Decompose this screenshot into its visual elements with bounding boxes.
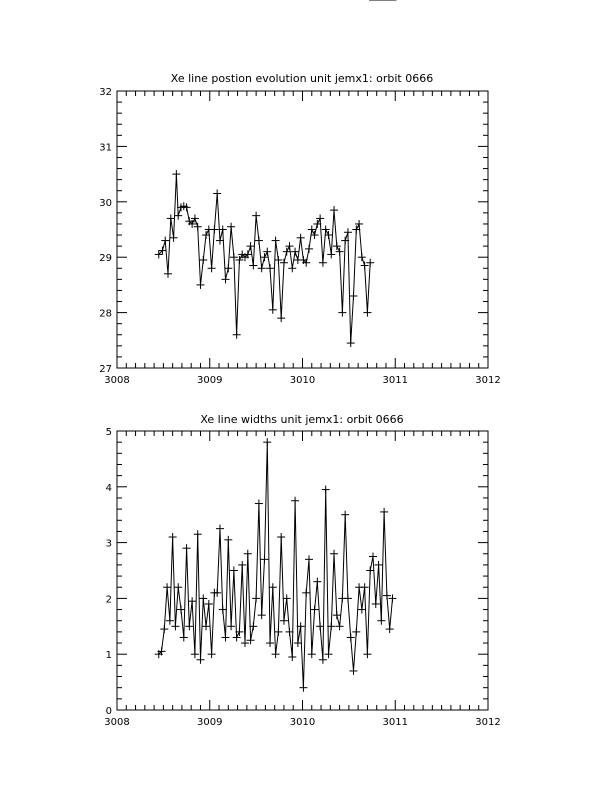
data-point: [174, 212, 182, 220]
data-point: [319, 259, 327, 267]
data-point: [305, 555, 313, 563]
data-point: [266, 639, 274, 647]
position-chart: [99, 0, 500, 386]
x-tick-label: 3010: [289, 717, 316, 728]
data-point: [170, 234, 178, 242]
data-point: [299, 684, 307, 692]
y-tick-label: 4: [105, 482, 112, 494]
data-point: [330, 206, 338, 214]
x-tick-label: 3011: [382, 717, 408, 728]
data-point: [350, 292, 358, 300]
data-point: [227, 223, 235, 231]
data-point: [161, 237, 169, 245]
data-point: [222, 633, 230, 641]
data-point: [249, 262, 257, 270]
data-point: [308, 650, 316, 658]
data-point: [163, 583, 171, 591]
y-tick-label: 1: [105, 650, 112, 662]
data-point: [277, 314, 285, 322]
chart-title: Xe line postion evolution unit jemx1: orbit 0666: [170, 72, 434, 85]
data-point: [172, 170, 180, 178]
data-point: [174, 583, 182, 591]
y-tick-label: 3: [105, 538, 112, 550]
data-point: [366, 567, 374, 575]
data-point: [344, 228, 352, 236]
data-point: [338, 309, 346, 317]
data-point: [252, 212, 260, 220]
data-point: [230, 567, 238, 575]
data-point: [369, 553, 377, 561]
data-point: [208, 264, 216, 272]
data-point: [238, 561, 246, 569]
data-point: [324, 650, 332, 658]
data-point: [255, 500, 263, 508]
data-point: [258, 611, 266, 619]
data-point: [177, 606, 185, 614]
y-tick-label: 0: [105, 706, 112, 717]
y-tick-label: 31: [99, 142, 112, 154]
data-point: [247, 242, 255, 250]
data-point: [222, 275, 230, 283]
data-point: [210, 226, 218, 234]
data-point: [199, 256, 207, 264]
data-point: [280, 617, 288, 625]
x-tick-label: 3008: [104, 717, 130, 728]
data-point: [361, 583, 369, 591]
data-point: [213, 189, 221, 197]
data-point: [358, 253, 366, 261]
data-point: [386, 625, 394, 633]
data-point: [233, 331, 241, 339]
data-point: [330, 550, 338, 558]
data-point: [260, 555, 268, 563]
data-point: [227, 622, 235, 630]
data-point: [336, 622, 344, 630]
data-point: [266, 264, 274, 272]
data-point: [269, 306, 277, 314]
data-point: [164, 270, 172, 278]
x-tick-label: 3012: [475, 717, 501, 728]
y-tick-label: 29: [99, 253, 112, 265]
data-point: [169, 533, 177, 541]
data-point: [263, 438, 271, 446]
data-point: [255, 237, 263, 245]
axis-tick-labels: [104, 427, 500, 728]
data-point: [380, 508, 388, 516]
data-point: [252, 594, 260, 602]
y-tick-label: 32: [99, 87, 112, 98]
data-series: [155, 438, 397, 692]
data-point: [302, 589, 310, 597]
data-point: [269, 583, 277, 591]
y-tick-label: 27: [99, 364, 112, 375]
data-point: [191, 650, 199, 658]
y-tick-label: 5: [105, 427, 112, 438]
data-point: [272, 650, 280, 658]
data-point: [196, 281, 204, 289]
data-point: [224, 536, 232, 544]
data-point: [363, 309, 371, 317]
data-point: [341, 511, 349, 519]
chart-title: Xe line widths unit jemx1: orbit 0666: [200, 413, 404, 426]
data-point: [188, 597, 196, 605]
data-point: [167, 214, 175, 222]
data-point: [160, 625, 168, 633]
axis-tick-labels: [99, 87, 500, 386]
data-point: [311, 606, 319, 614]
data-point: [333, 611, 341, 619]
data-point: [347, 633, 355, 641]
data-point: [288, 653, 296, 661]
data-point: [219, 606, 227, 614]
data-point: [291, 248, 299, 256]
data-point: [283, 594, 291, 602]
y-tick-label: 28: [99, 308, 112, 320]
data-point: [352, 628, 360, 636]
data-point: [313, 578, 321, 586]
data-point: [194, 530, 202, 538]
data-point: [166, 617, 174, 625]
data-point: [288, 264, 296, 272]
x-tick-label: 3009: [197, 717, 223, 728]
data-point: [216, 525, 224, 533]
data-point: [185, 622, 193, 630]
data-point: [274, 628, 282, 636]
x-tick-label: 3009: [197, 375, 223, 386]
data-point: [244, 550, 252, 558]
data-point: [347, 339, 355, 347]
data-point: [363, 650, 371, 658]
x-tick-label: 3008: [104, 375, 130, 386]
data-point: [327, 250, 335, 258]
data-point: [272, 237, 280, 245]
data-point: [375, 561, 383, 569]
y-tick-label: 30: [99, 197, 112, 209]
data-point: [319, 656, 327, 664]
x-tick-label: 3012: [475, 375, 501, 386]
data-point: [305, 245, 313, 253]
data-point: [377, 617, 385, 625]
data-point: [258, 264, 266, 272]
data-point: [208, 650, 216, 658]
y-tick-label: 2: [105, 594, 112, 606]
data-point: [297, 234, 305, 242]
data-series: [155, 0, 397, 347]
data-point: [183, 544, 191, 552]
x-tick-label: 3010: [289, 375, 316, 386]
data-point: [344, 594, 352, 602]
x-tick-label: 3011: [382, 375, 408, 386]
data-point: [322, 486, 330, 494]
data-point: [372, 600, 380, 608]
data-point: [202, 622, 210, 630]
data-point: [277, 533, 285, 541]
width-chart: [104, 413, 500, 728]
data-point: [199, 594, 207, 602]
data-point: [350, 667, 358, 675]
data-point: [358, 606, 366, 614]
data-point: [196, 656, 204, 664]
data-point: [205, 600, 213, 608]
data-point: [171, 622, 179, 630]
data-point: [291, 497, 299, 505]
data-point: [180, 633, 188, 641]
data-point: [294, 639, 302, 647]
